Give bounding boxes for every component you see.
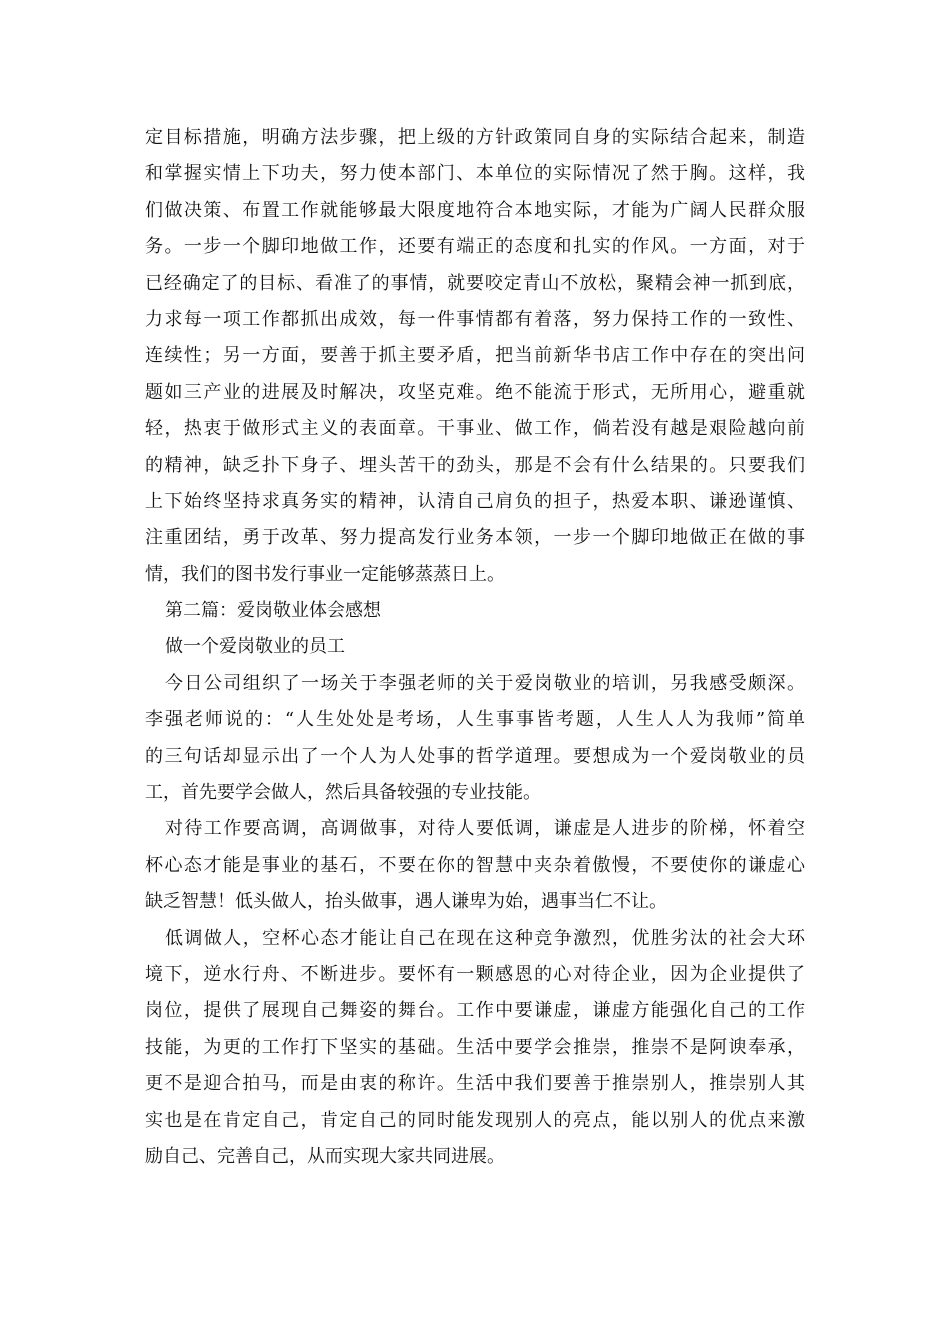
text-line: 和掌握实情上下功夫，努力使本部门、本单位的实际情况了然于胸。这样，我 [145, 163, 805, 185]
text-line: 技能，为更的工作打下坚实的基础。生活中要学会推崇，推崇不是阿谀奉承， [145, 1036, 805, 1058]
text-line: 轻，热衷于做形式主义的表面章。干事业、做工作，倘若没有越是艰险越向前 [145, 418, 805, 440]
text-line: 已经确定了的目标、看准了的事情，就要咬定青山不放松，聚精会神一抓到底， [145, 272, 805, 294]
text-line: 今日公司组织了一场关于李强老师的关于爱岗敬业的培训，另我感受颇深。 [165, 672, 805, 694]
text-line: 们做决策、布置工作就能够最大限度地符合本地实际，才能为广阔人民群众服 [145, 199, 805, 221]
text-line: 励自己、完善自己，从而实现大家共同进展。 [145, 1145, 505, 1167]
text-line: 缺乏智慧！低头做人，抬头做事，遇人谦卑为始，遇事当仁不让。 [145, 891, 667, 913]
text-line: 做一个爱岗敬业的员工 [165, 636, 345, 658]
text-line: 的精神，缺乏扑下身子、埋头苦干的劲头，那是不会有什么结果的。只要我们 [145, 454, 805, 476]
text-line: 境下，逆水行舟、不断进步。要怀有一颗感恩的心对待企业，因为企业提供了 [145, 963, 805, 985]
text-line: 第二篇：爱岗敬业体会感想 [165, 600, 381, 622]
text-line: 更不是迎合拍马，而是由衷的称许。生活中我们要善于推崇别人，推崇别人其 [145, 1073, 805, 1095]
text-line: 的三句话却显示出了一个人为人处事的哲学道理。要想成为一个爱岗敬业的员 [145, 745, 805, 767]
text-line: 力求每一项工作都抓出成效，每一件事情都有着落，努力保持工作的一致性、 [145, 308, 805, 330]
text-line: 李强老师说的：“人生处处是考场，人生事事皆考题，人生人人为我师”简单 [145, 709, 805, 731]
text-line: 岗位，提供了展现自己舞姿的舞台。工作中要谦虚，谦虚方能强化自己的工作 [145, 1000, 805, 1022]
text-line: 题如三产业的进展及时解决，攻坚克难。绝不能流于形式，无所用心，避重就 [145, 381, 805, 403]
text-line: 杯心态才能是事业的基石，不要在你的智慧中夹杂着傲慢，不要使你的谦虚心 [145, 854, 805, 876]
text-line: 低调做人，空杯心态才能让自己在现在这种竞争激烈，优胜劣汰的社会大环 [165, 927, 805, 949]
text-line: 注重团结，勇于改革、努力提高发行业务本领，一步一个脚印地做正在做的事 [145, 527, 805, 549]
text-line: 实也是在肯定自己，肯定自己的同时能发现别人的亮点，能以别人的优点来激 [145, 1109, 805, 1131]
text-line: 上下始终坚持求真务实的精神，认清自己肩负的担子，热爱本职、谦逊谨慎、 [145, 490, 805, 512]
text-line: 工，首先要学会做人，然后具备较强的专业技能。 [145, 782, 541, 804]
document-body [145, 120, 805, 1175]
text-line: 情，我们的图书发行事业一定能够蒸蒸日上。 [145, 563, 505, 585]
text-line: 连续性；另一方面，要善于抓主要矛盾，把当前新华书店工作中存在的突出问 [145, 345, 805, 367]
text-line: 定目标措施，明确方法步骤，把上级的方针政策同自身的实际结合起来，制造 [145, 127, 805, 148]
text-line: 务。一步一个脚印地做工作，还要有端正的态度和扎实的作风。一方面，对于 [145, 236, 805, 258]
text-line: 对待工作要高调，高调做事，对待人要低调，谦虚是人进步的阶梯，怀着空 [165, 818, 805, 840]
